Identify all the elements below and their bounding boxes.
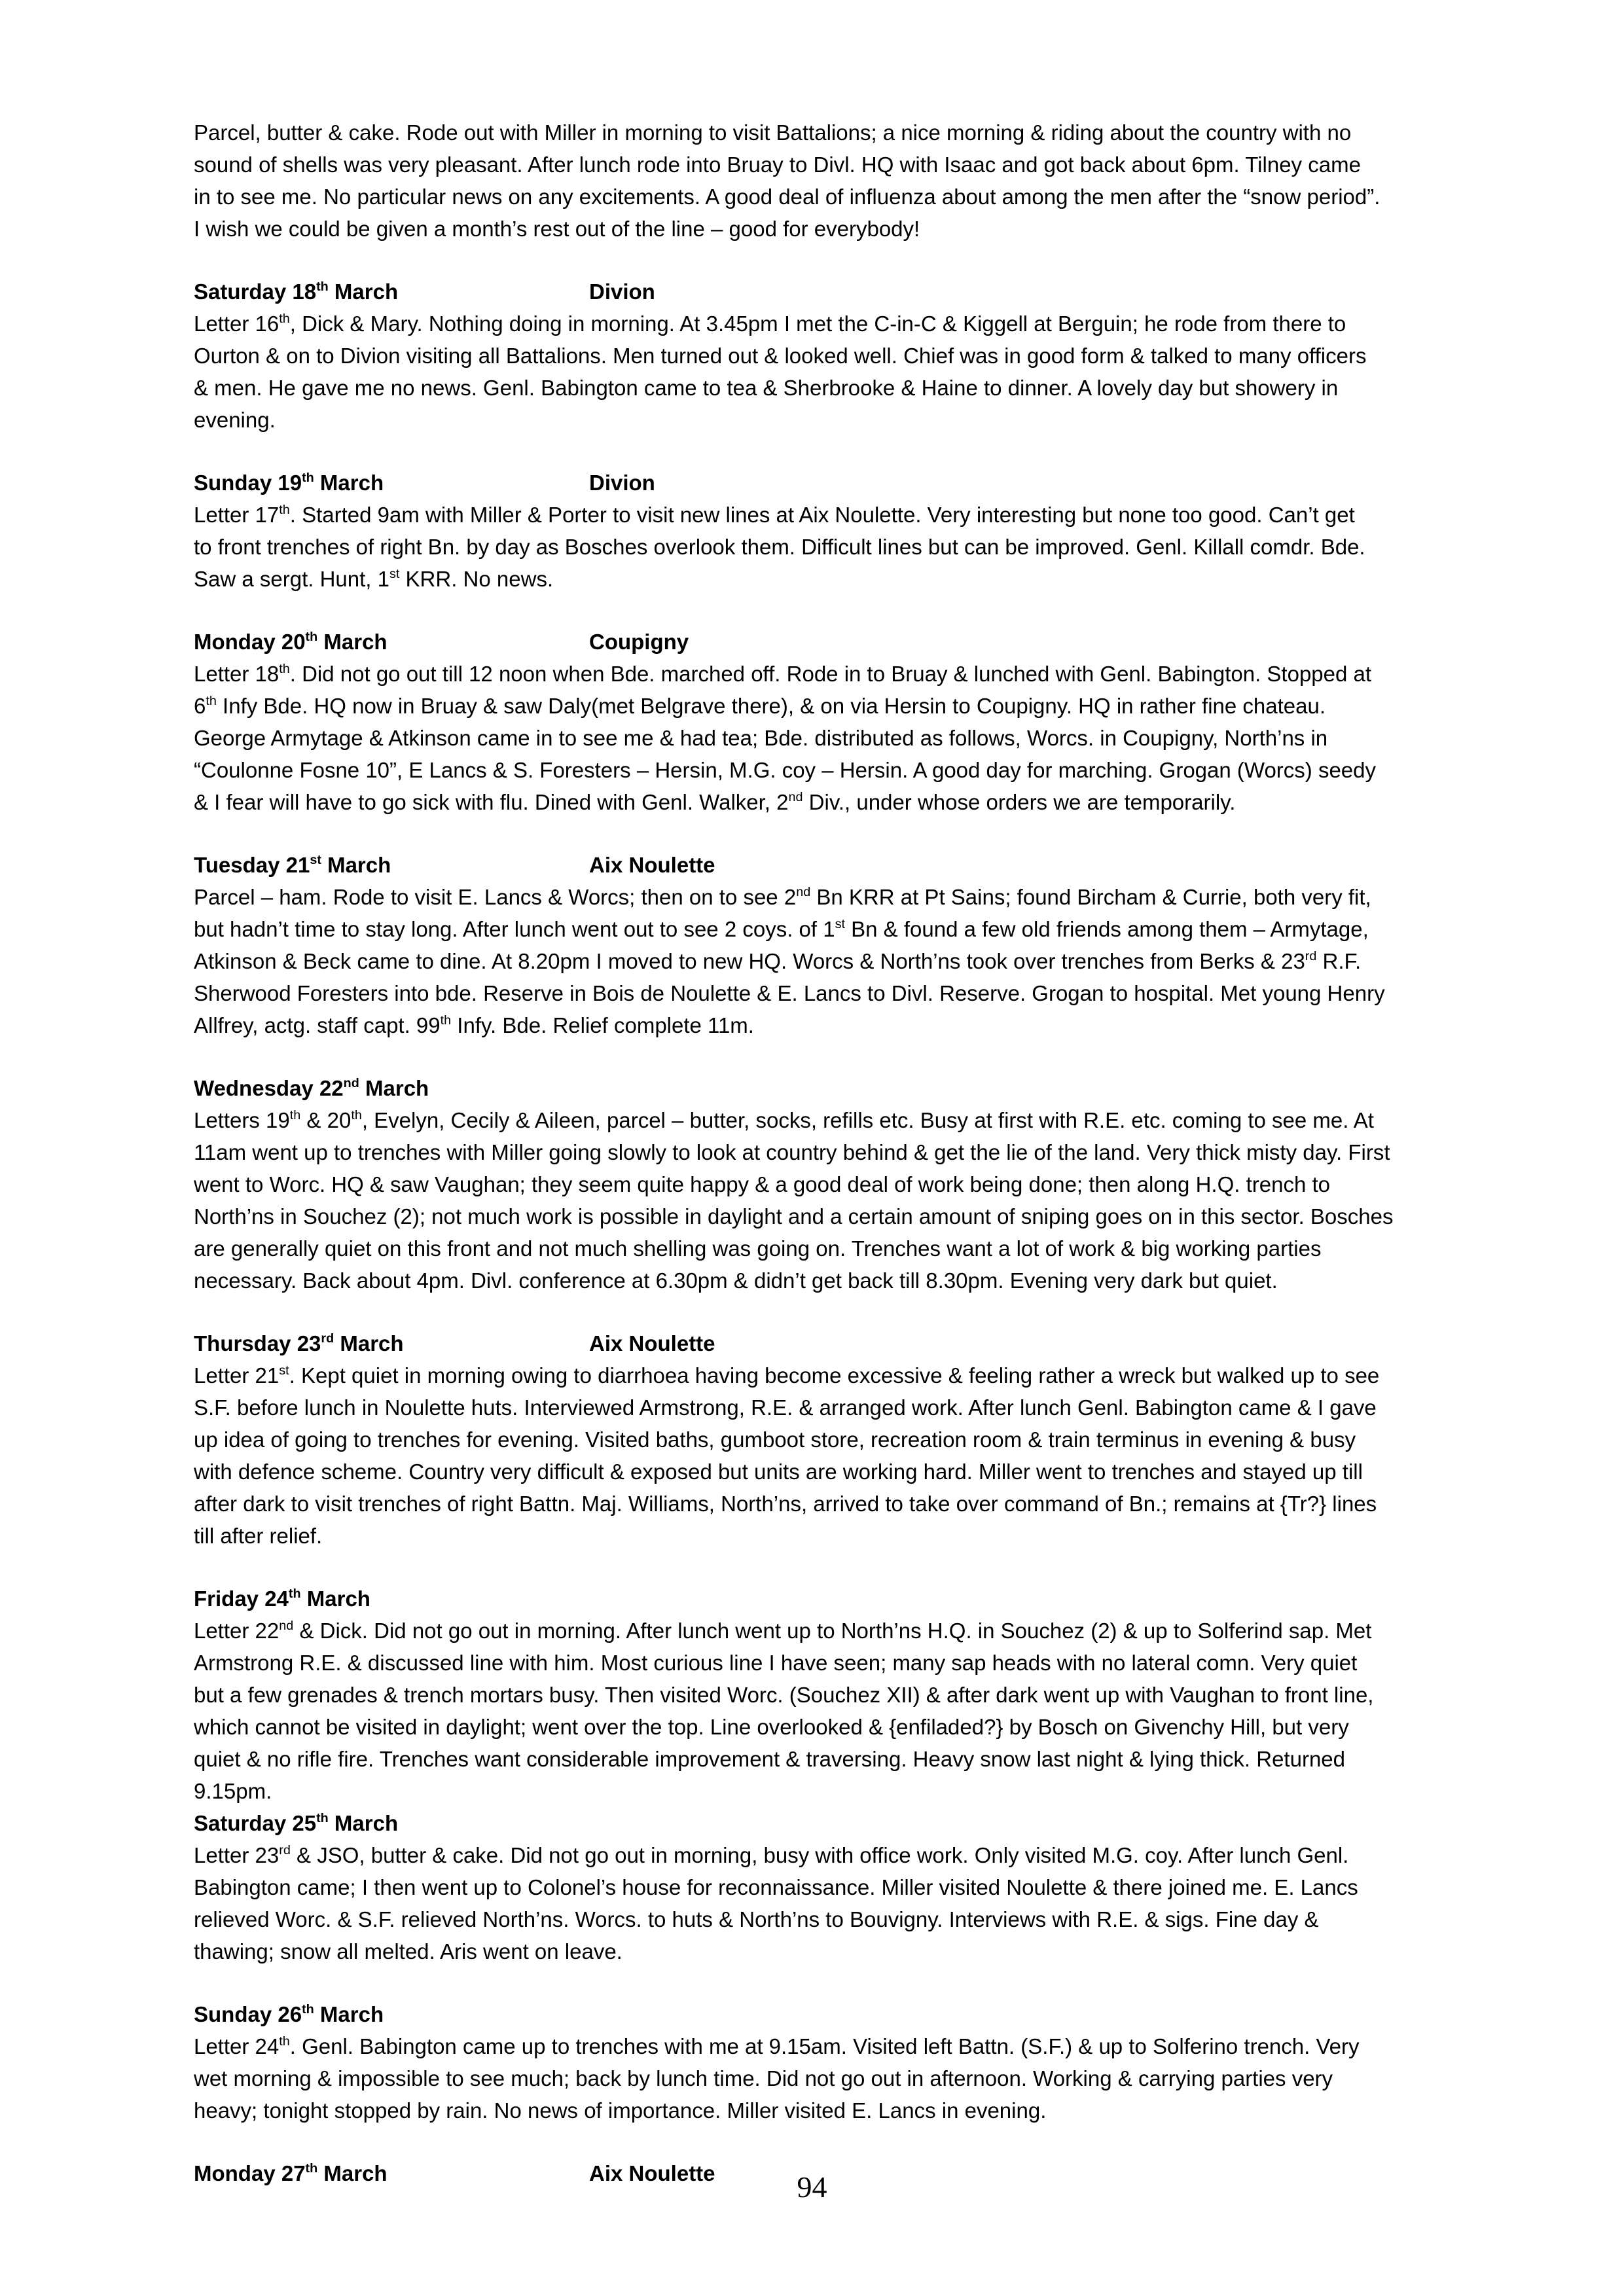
- entry-header: [194, 276, 1431, 308]
- entry-text-line: S.F. before lunch in Noulette huts. Interviewed Armstrong, R.E. & arranged work. After lunch Genl. Babington came & I gave: [194, 1395, 1377, 1420]
- entry-text-line: wet morning & impossible to see much; back by lunch time. Did not go out in afternoon. Working & carrying parties very: [194, 2066, 1333, 2090]
- entry-text-line: & men. He gave me no news. Genl. Babington came to tea & Sherbrooke & Haine to dinner. A lovely day but showery in: [194, 376, 1339, 400]
- intro-paragraph: [194, 117, 1431, 245]
- entry-text-line: which cannot be visited in daylight; went over the top. Line overlooked & {enfiladed?} by Bosch on Givenchy Hill, but very: [194, 1715, 1349, 1739]
- entry-text-line: heavy; tonight stopped by rain. No news of importance. Miller visited E. Lancs in evening.: [194, 2098, 1047, 2123]
- entry-text-line: went to Worc. HQ & saw Vaughan; they seem quite happy & a good deal of work being done; then along H.Q. trench to: [194, 1172, 1330, 1196]
- diary-entry: [194, 467, 1431, 595]
- entry-text-line: but a few grenades & trench mortars busy. Then visited Worc. (Souchez XII) & after dark went up with Vaughan to front line,: [194, 1683, 1374, 1707]
- entry-text-line: Saw a sergt. Hunt, 1st KRR. No news.: [194, 567, 554, 591]
- text-line: I wish we could be given a month’s rest out of the line – good for everybody!: [194, 217, 920, 241]
- text-line: in to see me. No particular news on any excitements. A good deal of influenza about among the men after the “snow period”.: [194, 185, 1380, 209]
- diary-entry: [194, 1998, 1431, 2126]
- entry-text-line: but hadn’t time to stay long. After lunch went out to see 2 coys. of 1st Bn & found a few old friends among them – Armytage,: [194, 917, 1369, 941]
- entry-text-line: till after relief.: [194, 1524, 323, 1548]
- diary-entry: [194, 1807, 1431, 1967]
- entry-header: [194, 626, 1431, 658]
- entry-text-line: Letters 19th & 20th, Evelyn, Cecily & Aileen, parcel – butter, socks, refills etc. Busy at first with R.E. etc. coming to see me. At: [194, 1108, 1374, 1132]
- entry-text-line: Letter 16th, Dick & Mary. Nothing doing in morning. At 3.45pm I met the C-in-C & Kiggell at Berguin; he rode from there to: [194, 312, 1346, 336]
- diary-entry: [194, 1583, 1431, 1807]
- entry-text-line: Letter 17th. Started 9am with Miller & Porter to visit new lines at Aix Noulette. Very interesting but none too good. Can’t get: [194, 503, 1355, 527]
- entry-text-line: “Coulonne Fosne 10”, E Lancs & S. Foresters – Hersin, M.G. coy – Hersin. A good day for marching. Grogan (Worcs) seedy: [194, 758, 1377, 782]
- entry-text-line: George Armytage & Atkinson came in to see me & had tea; Bde. distributed as follows, Worcs. in Coupigny, North’ns in: [194, 726, 1328, 750]
- entry-date: Saturday 25th March: [194, 1811, 399, 1835]
- entry-text-line: Ourton & on to Divion visiting all Battalions. Men turned out & looked well. Chief was in good form & talked to many officers: [194, 344, 1367, 368]
- entry-date: Sunday 26th March: [194, 2002, 384, 2026]
- entry-location: Divion: [589, 471, 655, 495]
- entry-text-line: evening.: [194, 408, 276, 432]
- entry-text-line: relieved Worc. & S.F. relieved North’ns. Worcs. to huts & North’ns to Bouvigny. Interviews with R.E. & sigs. Fine day &: [194, 1907, 1319, 1931]
- entry-date: Sunday 19th March: [194, 471, 384, 495]
- entry-text-line: 11am went up to trenches with Miller going slowly to look at country behind & get the lie of the land. Very thick misty day. First: [194, 1140, 1390, 1164]
- diary-entry: [194, 626, 1431, 818]
- entry-text-line: thawing; snow all melted. Aris went on leave.: [194, 1939, 623, 1964]
- entry-text-line: Letter 21st. Kept quiet in morning owing to diarrhoea having become excessive & feeling rather a wreck but walked up to see: [194, 1363, 1380, 1388]
- entry-location: Aix Noulette: [589, 853, 715, 877]
- diary-entry: [194, 276, 1431, 436]
- entry-text-line: with defence scheme. Country very difficult & exposed but units are working hard. Miller went to trenches and stayed up till: [194, 1460, 1363, 1484]
- entry-text-line: Sherwood Foresters into bde. Reserve in Bois de Noulette & E. Lancs to Divl. Reserve. Grogan to hospital. Met young Henry: [194, 981, 1385, 1005]
- entry-header: [194, 1583, 1431, 1615]
- entry-date: Monday 27th March: [194, 2161, 388, 2185]
- entry-text-line: are generally quiet on this front and not much shelling was going on. Trenches want a lot of work & big working parties: [194, 1236, 1322, 1261]
- entry-text-line: Armstrong R.E. & discussed line with him. Most curious line I have seen; many sap heads with no lateral comn. Very quiet: [194, 1651, 1358, 1675]
- entry-text-line: necessary. Back about 4pm. Divl. conference at 6.30pm & didn’t get back till 8.30pm. Evening very dark but quiet.: [194, 1268, 1278, 1293]
- text-line: sound of shells was very pleasant. After lunch rode into Bruay to Divl. HQ with Isaac and got back about 6pm. Tilney came: [194, 152, 1361, 177]
- entry-text-line: Allfrey, actg. staff capt. 99th Infy. Bde. Relief complete 11m.: [194, 1013, 754, 1037]
- entry-text-line: to front trenches of right Bn. by day as Bosches overlook them. Difficult lines but can be improved. Genl. Killall comdr. Bde.: [194, 535, 1365, 559]
- entry-date: Friday 24th March: [194, 1587, 370, 1611]
- entry-text-line: Babington came; I then went up to Colonel’s house for reconnaissance. Miller visited Noulette & there joined me. E. Lancs: [194, 1875, 1358, 1899]
- entry-date: Tuesday 21st March: [194, 853, 391, 877]
- entry-header: [194, 1807, 1431, 1839]
- entry-text-line: Atkinson & Beck came to dine. At 8.20pm I moved to new HQ. Worcs & North’ns took over trenches from Berks & 23rd R.F.: [194, 949, 1362, 973]
- entry-text-line: North’ns in Souchez (2); not much work is possible in daylight and a certain amount of sniping goes on in this sector. Bosches: [194, 1204, 1394, 1229]
- entry-text-line: Parcel – ham. Rode to visit E. Lancs & Worcs; then on to see 2nd Bn KRR at Pt Sains; found Bircham & Currie, both very fit,: [194, 885, 1371, 909]
- entry-text-line: 6th Infy Bde. HQ now in Bruay & saw Daly(met Belgrave there), & on via Hersin to Coupigny. HQ in rather fine chateau.: [194, 694, 1326, 718]
- entry-header: [194, 1072, 1431, 1104]
- entry-text-line: quiet & no rifle fire. Trenches want considerable improvement & traversing. Heavy snow last night & lying thick. Returned: [194, 1747, 1346, 1771]
- page-number: 94: [797, 2170, 827, 2204]
- entry-location: Aix Noulette: [589, 2161, 715, 2185]
- entry-text-line: up idea of going to trenches for evening. Visited baths, gumboot store, recreation room & train terminus in evening & busy: [194, 1427, 1356, 1452]
- diary-entry: [194, 849, 1431, 1041]
- entry-location: Aix Noulette: [589, 1331, 715, 1355]
- entry-text-line: & I fear will have to go sick with flu. Dined with Genl. Walker, 2nd Div., under whose orders we are temporarily.: [194, 790, 1236, 814]
- entry-date: Wednesday 22nd March: [194, 1076, 429, 1100]
- entry-date: Thursday 23rd March: [194, 1331, 404, 1355]
- entry-location: Coupigny: [589, 630, 689, 654]
- entry-location: Divion: [589, 279, 655, 304]
- diary-entry: [194, 1327, 1431, 1552]
- entry-header: [194, 467, 1431, 499]
- entry-text-line: Letter 23rd & JSO, butter & cake. Did not go out in morning, busy with office work. Only visited M.G. coy. After lunch Genl.: [194, 1843, 1349, 1867]
- entry-text-line: after dark to visit trenches of right Battn. Maj. Williams, North’ns, arrived to take over command of Bn.; remains at {Tr?} lines: [194, 1492, 1377, 1516]
- entry-text-line: 9.15pm.: [194, 1779, 272, 1803]
- entry-date: Monday 20th March: [194, 630, 388, 654]
- entry-text-line: Letter 24th. Genl. Babington came up to trenches with me at 9.15am. Visited left Battn. (S.F.) & up to Solferino trench. Very: [194, 2034, 1360, 2058]
- diary-content: [194, 117, 1431, 2220]
- entry-text-line: Letter 18th. Did not go out till 12 noon when Bde. marched off. Rode in to Bruay & lunched with Genl. Babington. Stopped at: [194, 662, 1372, 686]
- entry-header: [194, 1998, 1431, 2030]
- diary-entry: [194, 1072, 1431, 1297]
- entry-date: Saturday 18th March: [194, 279, 399, 304]
- diary-entries: [194, 276, 1431, 2189]
- entry-header: [194, 1327, 1431, 1359]
- text-line: Parcel, butter & cake. Rode out with Miller in morning to visit Battalions; a nice morning & riding about the country with no: [194, 120, 1352, 145]
- entry-text-line: Letter 22nd & Dick. Did not go out in morning. After lunch went up to North’ns H.Q. in Souchez (2) & up to Solferind sap. Met: [194, 1619, 1372, 1643]
- entry-header: [194, 849, 1431, 881]
